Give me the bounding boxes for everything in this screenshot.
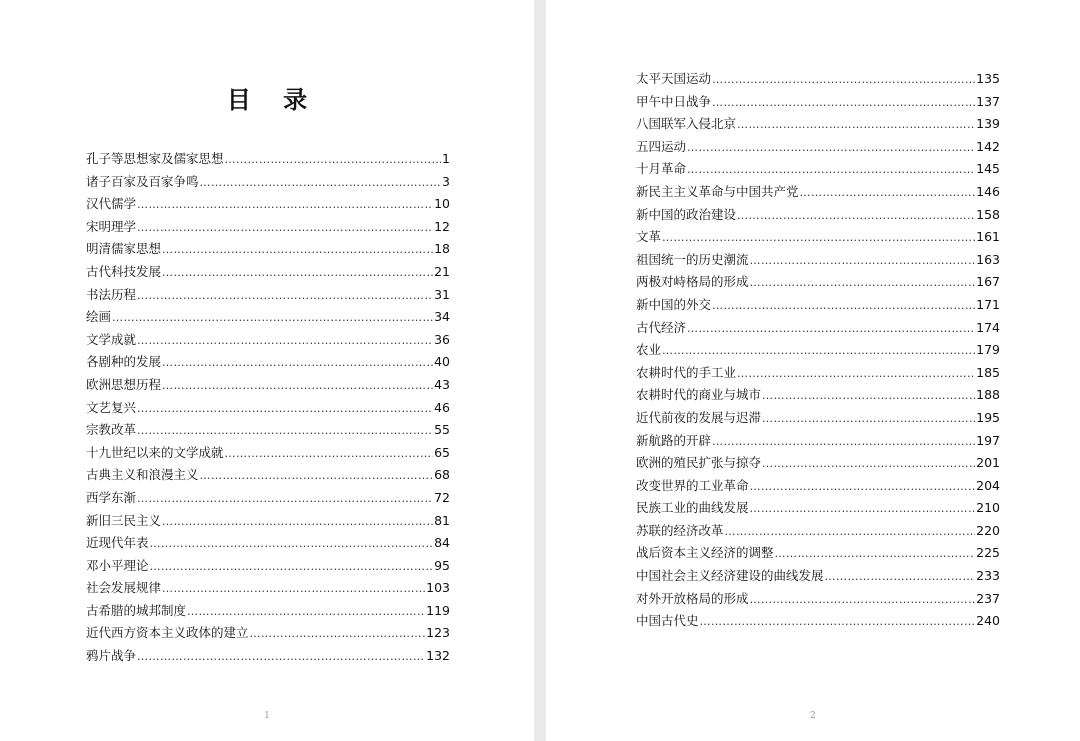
- toc-entry-label: 诸子百家及百家争鸣: [86, 173, 199, 189]
- toc-entry[interactable]: [636, 497, 1000, 520]
- toc-entry-label: 新民主主义革命与中国共产党: [636, 183, 799, 199]
- toc-entry-page-number: 171: [976, 296, 1000, 312]
- toc-entry-label: 古代科技发展: [86, 263, 162, 279]
- toc-entry-page-number: 40: [434, 354, 450, 370]
- toc-entry[interactable]: [86, 510, 450, 533]
- page-number-footer: 1: [264, 711, 270, 721]
- toc-entry-page-number: 3: [442, 173, 450, 189]
- toc-dot-leader: [137, 194, 433, 217]
- toc-entry-page-number: 225: [976, 545, 1000, 561]
- toc-entry-page-number: 135: [976, 71, 1000, 86]
- toc-dot-leader: [187, 601, 425, 624]
- toc-entry[interactable]: [86, 351, 450, 374]
- toc-dot-leader: [737, 114, 975, 137]
- toc-dot-leader: [150, 533, 434, 556]
- toc-entry-page-number: 12: [434, 218, 450, 234]
- toc-entry[interactable]: [636, 226, 1000, 249]
- toc-dot-leader: [162, 352, 433, 375]
- toc-dot-leader: [762, 408, 975, 431]
- toc-entry[interactable]: [86, 397, 450, 420]
- toc-entry[interactable]: [86, 216, 450, 239]
- toc-dot-leader: [800, 182, 976, 205]
- toc-entry-label: 西学东渐: [86, 489, 137, 505]
- toc-entry-label: 中国古代史: [636, 613, 699, 629]
- toc-entry-page-number: 84: [434, 535, 450, 551]
- toc-entry-label: 十月革命: [636, 161, 687, 177]
- toc-entry-page-number: 204: [976, 477, 1000, 493]
- toc-entry[interactable]: [636, 294, 1000, 317]
- toc-entry-label: 新航路的开辟: [636, 432, 712, 448]
- toc-entry-label: 苏联的经济改革: [636, 522, 724, 538]
- toc-entry[interactable]: [636, 158, 1000, 181]
- toc-entry-label: 农耕时代的商业与城市: [636, 387, 762, 403]
- toc-entry-label: 祖国统一的历史潮流: [636, 251, 749, 267]
- toc-dot-leader: [137, 646, 425, 669]
- toc-entry-label: 太平天国运动: [636, 71, 712, 86]
- document-page-2: [546, 0, 1080, 741]
- toc-dot-leader: [712, 92, 975, 115]
- toc-dot-leader: [137, 398, 433, 421]
- toc-entry[interactable]: [636, 542, 1000, 565]
- toc-entry-label: 邓小平理论: [86, 557, 149, 573]
- toc-entry-label: 社会发展规律: [86, 580, 162, 596]
- toc-entry-label: 宗教改革: [86, 422, 137, 438]
- toc-entry[interactable]: [86, 171, 450, 194]
- toc-dot-leader: [162, 262, 433, 285]
- toc-entry[interactable]: [86, 622, 450, 645]
- toc-entry-page-number: 132: [426, 648, 450, 664]
- toc-dot-leader: [200, 465, 434, 488]
- toc-entry-label: 汉代儒学: [86, 196, 137, 212]
- toc-entry-label: 农业: [636, 342, 662, 358]
- toc-entry-label: 甲午中日战争: [636, 93, 712, 109]
- toc-dot-leader: [137, 488, 433, 511]
- toc-entry-page-number: 123: [426, 625, 450, 641]
- toc-entry-page-number: 185: [976, 364, 1000, 380]
- toc-dot-leader: [225, 149, 442, 172]
- toc-title: 目 录: [226, 86, 320, 114]
- toc-dot-leader: [750, 589, 976, 612]
- toc-entry-label: 欧洲的殖民扩张与掠夺: [636, 455, 762, 471]
- toc-entry[interactable]: [636, 181, 1000, 204]
- toc-entry-label: 八国联军入侵北京: [636, 116, 737, 132]
- toc-entry-page-number: 240: [976, 613, 1000, 629]
- toc-entry-page-number: 55: [434, 422, 450, 438]
- toc-list-left: [86, 148, 450, 668]
- toc-entry-page-number: 142: [976, 138, 1000, 154]
- toc-entry[interactable]: [86, 464, 450, 487]
- toc-dot-leader: [750, 250, 976, 273]
- toc-entry[interactable]: [86, 577, 450, 600]
- toc-entry-label: 改变世界的工业革命: [636, 477, 749, 493]
- toc-entry[interactable]: [636, 68, 1000, 91]
- toc-entry-page-number: 220: [976, 522, 1000, 538]
- toc-entry-label: 文革: [636, 229, 662, 245]
- toc-entry-page-number: 163: [976, 251, 1000, 267]
- toc-entry[interactable]: [86, 329, 450, 352]
- toc-dot-leader: [712, 69, 975, 92]
- toc-entry-label: 新旧三民主义: [86, 512, 162, 528]
- toc-entry[interactable]: [636, 136, 1000, 159]
- toc-list-right: [636, 68, 1000, 633]
- toc-entry[interactable]: [636, 520, 1000, 543]
- toc-entry[interactable]: [86, 555, 450, 578]
- toc-dot-leader: [250, 623, 426, 646]
- toc-dot-leader: [700, 611, 976, 634]
- toc-entry[interactable]: [636, 362, 1000, 385]
- toc-entry-label: 书法历程: [86, 286, 137, 302]
- toc-entry-label: 近现代年表: [86, 535, 149, 551]
- toc-entry[interactable]: [636, 204, 1000, 227]
- toc-entry[interactable]: [86, 238, 450, 261]
- toc-entry-page-number: 233: [976, 568, 1000, 584]
- toc-entry-label: 宋明理学: [86, 218, 137, 234]
- toc-entry-label: 孔子等思想家及儒家思想: [86, 151, 224, 166]
- toc-dot-leader: [725, 521, 976, 544]
- toc-entry-label: 新中国的政治建设: [636, 206, 737, 222]
- toc-entry-page-number: 103: [426, 580, 450, 596]
- toc-entry-label: 古代经济: [636, 319, 687, 335]
- toc-entry[interactable]: [636, 475, 1000, 498]
- toc-dot-leader: [687, 159, 975, 182]
- toc-dot-leader: [750, 498, 976, 521]
- toc-entry-page-number: 167: [976, 274, 1000, 290]
- toc-dot-leader: [737, 205, 975, 228]
- toc-entry[interactable]: [86, 532, 450, 555]
- toc-entry-page-number: 72: [434, 489, 450, 505]
- toc-entry[interactable]: [636, 565, 1000, 588]
- toc-entry-page-number: 210: [976, 500, 1000, 516]
- toc-entry-label: 五四运动: [636, 138, 687, 154]
- toc-entry-page-number: 46: [434, 399, 450, 415]
- toc-dot-leader: [662, 340, 975, 363]
- toc-entry-label: 近代西方资本主义政体的建立: [86, 625, 249, 641]
- toc-entry-label: 古典主义和浪漫主义: [86, 467, 199, 483]
- toc-entry-label: 民族工业的曲线发展: [636, 500, 749, 516]
- toc-dot-leader: [150, 556, 434, 579]
- toc-dot-leader: [712, 431, 975, 454]
- toc-entry-page-number: 201: [976, 455, 1000, 471]
- toc-entry-page-number: 95: [434, 557, 450, 573]
- toc-entry[interactable]: [636, 610, 1000, 633]
- toc-entry-page-number: 146: [976, 183, 1000, 199]
- toc-entry-label: 古希腊的城邦制度: [86, 602, 187, 618]
- toc-entry-page-number: 36: [434, 331, 450, 347]
- toc-entry[interactable]: [86, 306, 450, 329]
- toc-dot-leader: [162, 375, 433, 398]
- toc-dot-leader: [225, 443, 434, 466]
- toc-entry-label: 各剧种的发展: [86, 354, 162, 370]
- toc-entry[interactable]: [86, 284, 450, 307]
- toc-entry-page-number: 161: [976, 229, 1000, 245]
- toc-entry-label: 十九世纪以来的文学成就: [86, 444, 224, 460]
- toc-entry-page-number: 145: [976, 161, 1000, 177]
- toc-entry[interactable]: [86, 645, 450, 668]
- toc-dot-leader: [137, 420, 433, 443]
- toc-entry-page-number: 137: [976, 93, 1000, 109]
- toc-entry-label: 文学成就: [86, 331, 137, 347]
- toc-entry-page-number: 139: [976, 116, 1000, 132]
- toc-dot-leader: [737, 363, 975, 386]
- toc-entry-page-number: 174: [976, 319, 1000, 335]
- toc-dot-leader: [162, 239, 433, 262]
- toc-entry[interactable]: [636, 407, 1000, 430]
- toc-dot-leader: [162, 511, 433, 534]
- toc-entry-page-number: 65: [434, 444, 450, 460]
- toc-entry-page-number: 195: [976, 409, 1000, 425]
- toc-entry[interactable]: [636, 430, 1000, 453]
- toc-entry-label: 欧洲思想历程: [86, 376, 162, 392]
- toc-entry[interactable]: [86, 600, 450, 623]
- toc-entry[interactable]: [636, 339, 1000, 362]
- toc-dot-leader: [762, 453, 975, 476]
- toc-dot-leader: [137, 217, 433, 240]
- toc-dot-leader: [825, 566, 976, 589]
- toc-dot-leader: [137, 285, 433, 308]
- toc-entry-label: 近代前夜的发展与迟滞: [636, 409, 762, 425]
- toc-entry[interactable]: [86, 374, 450, 397]
- toc-entry-page-number: 197: [976, 432, 1000, 448]
- toc-entry-page-number: 158: [976, 206, 1000, 222]
- toc-entry-page-number: 10: [434, 196, 450, 212]
- toc-dot-leader: [712, 295, 975, 318]
- toc-entry[interactable]: [636, 271, 1000, 294]
- toc-dot-leader: [750, 476, 976, 499]
- toc-entry[interactable]: [636, 317, 1000, 340]
- toc-entry-label: 对外开放格局的形成: [636, 590, 749, 606]
- toc-entry-page-number: 18: [434, 241, 450, 257]
- toc-entry-label: 文艺复兴: [86, 399, 137, 415]
- toc-entry-page-number: 237: [976, 590, 1000, 606]
- toc-entry-label: 战后资本主义经济的调整: [636, 545, 774, 561]
- toc-entry[interactable]: [86, 419, 450, 442]
- toc-entry-label: 鸦片战争: [86, 648, 137, 664]
- toc-entry[interactable]: [636, 249, 1000, 272]
- toc-entry-page-number: 43: [434, 376, 450, 392]
- toc-entry-page-number: 21: [434, 263, 450, 279]
- toc-entry[interactable]: [86, 261, 450, 284]
- toc-entry[interactable]: [636, 452, 1000, 475]
- toc-entry[interactable]: [636, 91, 1000, 114]
- toc-entry-label: 两极对峙格局的形成: [636, 274, 749, 290]
- toc-entry-label: 农耕时代的手工业: [636, 364, 737, 380]
- toc-entry[interactable]: [86, 442, 450, 465]
- toc-dot-leader: [112, 307, 433, 330]
- toc-entry[interactable]: [86, 487, 450, 510]
- toc-dot-leader: [137, 330, 433, 353]
- toc-entry-label: 明清儒家思想: [86, 241, 162, 257]
- toc-entry-page-number: 68: [434, 467, 450, 483]
- toc-dot-leader: [200, 172, 442, 195]
- toc-entry-page-number: 119: [426, 602, 450, 618]
- toc-entry-label: 中国社会主义经济建设的曲线发展: [636, 568, 824, 584]
- toc-dot-leader: [762, 385, 975, 408]
- toc-entry-page-number: 81: [434, 512, 450, 528]
- toc-dot-leader: [750, 272, 976, 295]
- toc-entry-label: 新中国的外交: [636, 296, 712, 312]
- document-page-1: [0, 0, 534, 741]
- toc-dot-leader: [775, 543, 976, 566]
- toc-entry-page-number: 1: [442, 151, 450, 166]
- toc-entry-page-number: 34: [434, 309, 450, 325]
- toc-entry[interactable]: [86, 193, 450, 216]
- toc-entry[interactable]: [86, 148, 450, 171]
- toc-entry-label: 绘画: [86, 309, 112, 325]
- toc-entry[interactable]: [636, 588, 1000, 611]
- toc-dot-leader: [687, 318, 975, 341]
- toc-entry[interactable]: [636, 384, 1000, 407]
- toc-entry[interactable]: [636, 113, 1000, 136]
- toc-entry-page-number: 31: [434, 286, 450, 302]
- page-number-footer: 2: [810, 711, 816, 721]
- toc-entry-page-number: 179: [976, 342, 1000, 358]
- toc-dot-leader: [662, 227, 975, 250]
- toc-dot-leader: [687, 137, 975, 160]
- toc-dot-leader: [162, 578, 425, 601]
- toc-entry-page-number: 188: [976, 387, 1000, 403]
